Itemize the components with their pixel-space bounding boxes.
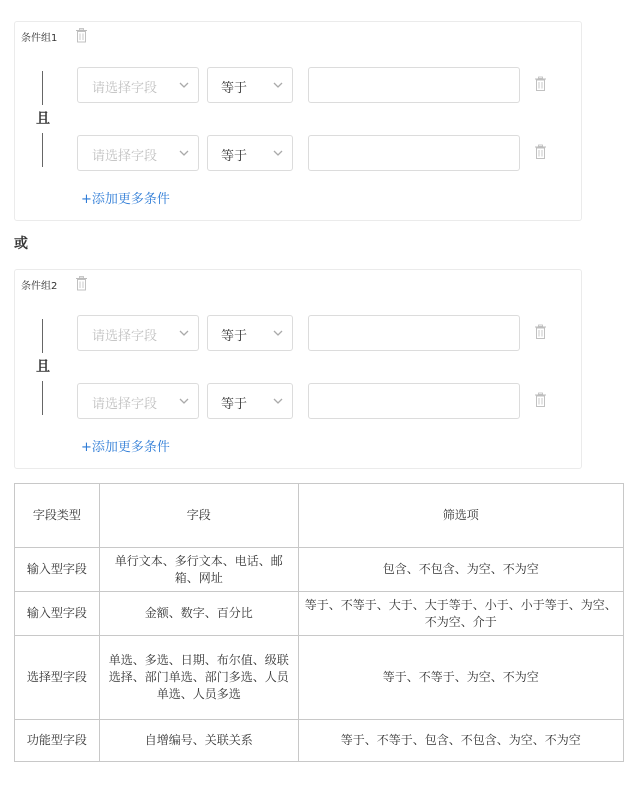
condition-row [77,135,557,171]
or-label: 或 [14,236,28,252]
add-condition-link[interactable]: +添加更多条件 [81,440,170,455]
trash-icon[interactable] [534,324,547,340]
field-select[interactable] [77,383,199,419]
operator-select[interactable] [207,315,293,351]
connector-line [42,133,43,167]
field-select-placeholder: 请选择字段 [92,81,158,96]
table-row [15,548,624,592]
chevron-down-icon [179,329,189,337]
cell-type: 输入型字段 [15,548,100,592]
chevron-down-icon [179,81,189,89]
condition-row [77,315,557,351]
operator-select[interactable] [207,67,293,103]
operator-value: 等于 [221,149,248,164]
condition-group-1 [14,21,582,221]
cell-fields: 单选、多选、日期、布尔值、级联选择、部门单选、部门多选、人员单选、人员多选 [99,636,298,720]
header-filters: 筛选项 [298,484,623,548]
operator-value: 等于 [221,397,248,412]
trash-icon[interactable] [75,276,88,291]
condition-group-2 [14,269,582,469]
field-select-placeholder: 请选择字段 [92,149,158,164]
table-row [15,592,624,636]
field-select[interactable] [77,67,199,103]
connector-line [42,71,43,105]
cell-filters: 等于、不等于、为空、不为空 [298,636,623,720]
operator-select[interactable] [207,135,293,171]
cell-type: 功能型字段 [15,720,100,762]
header-field: 字段 [99,484,298,548]
table-row [15,720,624,762]
chevron-down-icon [273,81,283,89]
and-connector [31,319,55,415]
value-input[interactable] [308,135,520,171]
field-select-placeholder: 请选择字段 [92,397,158,412]
cell-type: 输入型字段 [15,592,100,636]
chevron-down-icon [273,329,283,337]
and-label: 且 [36,111,50,127]
add-condition-link[interactable]: +添加更多条件 [81,192,170,207]
chevron-down-icon [273,149,283,157]
chevron-down-icon [179,149,189,157]
cell-fields: 金额、数字、百分比 [99,592,298,636]
operator-select[interactable] [207,383,293,419]
trash-icon[interactable] [534,144,547,160]
and-label: 且 [36,359,50,375]
field-select[interactable] [77,315,199,351]
and-connector [31,71,55,167]
chevron-down-icon [273,397,283,405]
value-input[interactable] [308,315,520,351]
value-input[interactable] [308,383,520,419]
condition-row [77,67,557,103]
trash-icon[interactable] [534,76,547,92]
trash-icon[interactable] [534,392,547,408]
operator-value: 等于 [221,81,248,96]
cell-filters: 等于、不等于、大于、大于等于、小于、小于等于、为空、不为空、介于 [298,592,623,636]
field-select-placeholder: 请选择字段 [92,329,158,344]
operator-value: 等于 [221,329,248,344]
connector-line [42,381,43,415]
cell-filters: 包含、不包含、为空、不为空 [298,548,623,592]
cell-fields: 单行文本、多行文本、电话、邮箱、网址 [99,548,298,592]
chevron-down-icon [179,397,189,405]
connector-line [42,319,43,353]
table-row [15,636,624,720]
cell-type: 选择型字段 [15,636,100,720]
trash-icon[interactable] [75,28,88,43]
condition-row [77,383,557,419]
header-field-type: 字段类型 [15,484,100,548]
value-input[interactable] [308,67,520,103]
group-title: 条件组2 [21,281,58,292]
table-header-row [15,484,624,548]
cell-filters: 等于、不等于、包含、不包含、为空、不为空 [298,720,623,762]
cell-fields: 自增编号、关联关系 [99,720,298,762]
group-title: 条件组1 [21,33,58,44]
field-filter-table [14,483,624,762]
field-select[interactable] [77,135,199,171]
